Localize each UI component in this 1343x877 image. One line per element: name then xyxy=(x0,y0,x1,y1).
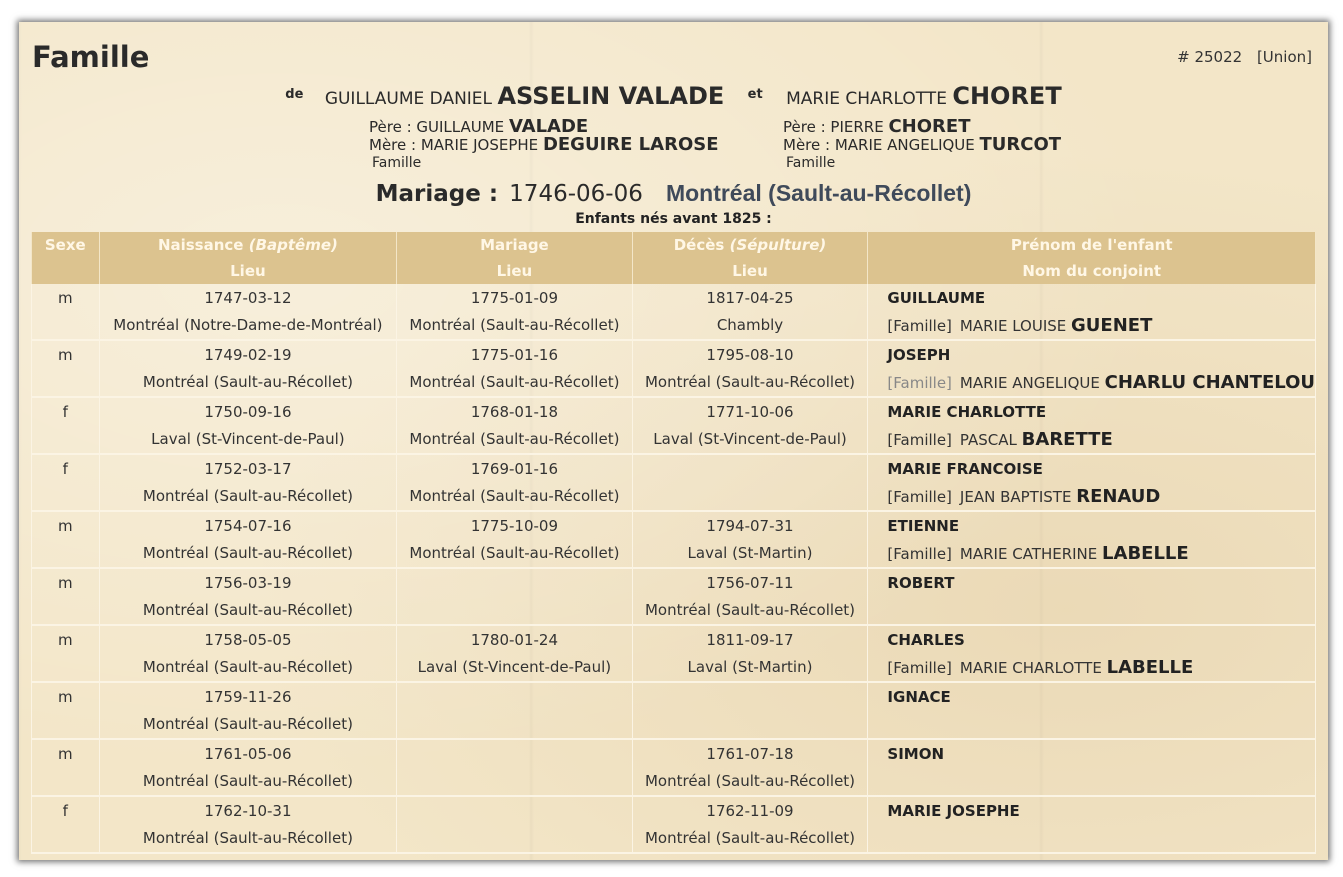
child-marriage-place: Laval (St-Vincent-de-Paul) xyxy=(397,653,632,682)
wife-surname[interactable]: CHORET xyxy=(952,82,1062,110)
marriage-line xyxy=(19,180,1328,207)
header-lieu-birth: Lieu xyxy=(99,258,397,284)
spouse-given[interactable]: JEAN BAPTISTE xyxy=(959,487,1072,506)
child-sex-blank xyxy=(32,596,100,625)
child-marriage-place xyxy=(397,710,632,739)
header-mariage: Mariage xyxy=(397,232,632,258)
page-title: Famille xyxy=(32,40,150,74)
child-sex-blank xyxy=(32,311,100,340)
child-spouse xyxy=(868,425,1316,454)
table-row-detail xyxy=(32,311,1316,340)
table-row xyxy=(32,796,1316,824)
header-bapteme-text: (Baptême) xyxy=(248,236,338,254)
child-marriage-date: 1775-01-09 xyxy=(397,284,632,311)
table-row xyxy=(32,340,1316,368)
child-death-date: 1811-09-17 xyxy=(632,625,868,653)
table-row-detail xyxy=(32,539,1316,568)
child-death-date xyxy=(632,454,868,482)
child-sex: m xyxy=(32,568,100,596)
child-birth-place: Montréal (Sault-au-Récollet) xyxy=(99,368,397,397)
et-label: et xyxy=(747,87,763,102)
child-marriage-place: Montréal (Sault-au-Récollet) xyxy=(397,539,632,568)
header-lieu-death: Lieu xyxy=(632,258,868,284)
child-death-date: 1771-10-06 xyxy=(632,397,868,425)
father-given: PIERRE xyxy=(830,118,884,136)
wife-mother[interactable] xyxy=(783,136,1061,154)
table-row xyxy=(32,397,1316,425)
child-birth-date: 1752-03-17 xyxy=(99,454,397,482)
table-row-detail xyxy=(32,596,1316,625)
child-birth-date: 1758-05-05 xyxy=(99,625,397,653)
child-birth-place: Montréal (Sault-au-Récollet) xyxy=(99,824,397,853)
child-sex-blank xyxy=(32,425,100,454)
child-death-place xyxy=(632,482,868,511)
child-marriage-place xyxy=(397,596,632,625)
header-blank xyxy=(32,258,100,284)
child-birth-date: 1747-03-12 xyxy=(99,284,397,311)
mother-label: Mère : xyxy=(783,136,835,154)
children-table-body xyxy=(32,284,1316,853)
father-label: Père : xyxy=(369,118,417,136)
spouse-given[interactable]: MARIE CATHERINE xyxy=(959,544,1098,563)
child-marriage-date: 1768-01-18 xyxy=(397,397,632,425)
child-name[interactable]: MARIE CHARLOTTE xyxy=(868,397,1316,425)
mother-given: MARIE ANGELIQUE xyxy=(834,136,975,154)
child-name[interactable]: SIMON xyxy=(868,739,1316,767)
header-naissance-text: Naissance xyxy=(157,236,244,254)
child-name[interactable]: JOSEPH xyxy=(868,340,1316,368)
spouse-surname[interactable]: CHARLU CHANTELOU xyxy=(1104,371,1315,393)
marriage-date: 1746-06-06 xyxy=(509,181,643,207)
spouse-surname[interactable]: RENAUD xyxy=(1076,485,1161,507)
child-spouse xyxy=(868,539,1316,568)
table-row xyxy=(32,284,1316,311)
child-marriage-place xyxy=(397,767,632,796)
child-sex-blank xyxy=(32,653,100,682)
child-marriage-date: 1775-10-09 xyxy=(397,511,632,539)
wife-given[interactable]: MARIE CHARLOTTE xyxy=(786,89,947,109)
child-marriage-place: Montréal (Sault-au-Récollet) xyxy=(397,368,632,397)
mother-surname: DEGUIRE LAROSE xyxy=(542,134,719,155)
child-sex: m xyxy=(32,284,100,311)
table-row-detail xyxy=(32,767,1316,796)
table-row-detail xyxy=(32,482,1316,511)
child-birth-place: Montréal (Sault-au-Récollet) xyxy=(99,710,397,739)
child-marriage-date xyxy=(397,682,632,710)
child-death-date: 1756-07-11 xyxy=(632,568,868,596)
child-sex-blank xyxy=(32,767,100,796)
child-sex-blank xyxy=(32,710,100,739)
child-spouse xyxy=(868,824,1316,853)
table-row xyxy=(32,682,1316,710)
child-death-place: Chambly xyxy=(632,311,868,340)
husband-mother[interactable] xyxy=(369,136,719,154)
spouse-given[interactable]: MARIE LOUISE xyxy=(959,316,1067,335)
table-row xyxy=(32,739,1316,767)
child-birth-place: Montréal (Sault-au-Récollet) xyxy=(99,596,397,625)
child-birth-date: 1754-07-16 xyxy=(99,511,397,539)
marriage-label: Mariage : xyxy=(375,181,499,207)
union-link[interactable]: [Union] xyxy=(1256,48,1312,66)
child-death-place: Montréal (Sault-au-Récollet) xyxy=(632,767,868,796)
child-birth-date: 1762-10-31 xyxy=(99,796,397,824)
header-sepulture-text: (Sépulture) xyxy=(729,236,827,254)
child-marriage-place: Montréal (Sault-au-Récollet) xyxy=(397,425,632,454)
header-naissance xyxy=(99,232,397,258)
famille-link[interactable]: [Famille] xyxy=(887,316,952,335)
husband-parents xyxy=(369,118,719,172)
child-spouse xyxy=(868,596,1316,625)
child-name[interactable]: GUILLAUME xyxy=(868,284,1316,311)
famille-link[interactable]: [Famille] xyxy=(887,487,952,506)
child-name[interactable]: ETIENNE xyxy=(868,511,1316,539)
spouse-surname[interactable]: BARETTE xyxy=(1021,428,1113,450)
header-conjoint: Nom du conjoint xyxy=(868,258,1316,284)
spouse-surname[interactable]: LABELLE xyxy=(1102,542,1189,564)
child-marriage-date xyxy=(397,796,632,824)
child-death-place: Laval (St-Martin) xyxy=(632,653,868,682)
child-spouse xyxy=(868,368,1316,397)
child-birth-place: Montréal (Notre-Dame-de-Montréal) xyxy=(99,311,397,340)
child-death-date: 1794-07-31 xyxy=(632,511,868,539)
child-birth-place: Montréal (Sault-au-Récollet) xyxy=(99,653,397,682)
child-marriage-place: Montréal (Sault-au-Récollet) xyxy=(397,482,632,511)
header-prenom: Prénom de l'enfant xyxy=(868,232,1316,258)
father-label: Père : xyxy=(783,118,831,136)
wife-parents-famille-link[interactable]: Famille xyxy=(786,155,836,171)
table-row-detail xyxy=(32,368,1316,397)
child-death-place: Laval (St-Vincent-de-Paul) xyxy=(632,425,868,454)
father-surname: CHORET xyxy=(888,116,971,137)
child-birth-place: Montréal (Sault-au-Récollet) xyxy=(99,482,397,511)
child-sex: f xyxy=(32,397,100,425)
children-heading: Enfants nés avant 1825 : xyxy=(575,211,772,227)
child-death-date: 1795-08-10 xyxy=(632,340,868,368)
child-birth-place: Montréal (Sault-au-Récollet) xyxy=(99,767,397,796)
child-sex-blank xyxy=(32,539,100,568)
child-death-place: Laval (St-Martin) xyxy=(632,539,868,568)
father-given: GUILLAUME xyxy=(416,118,505,136)
husband-surname[interactable]: ASSELIN VALADE xyxy=(497,82,725,110)
table-row xyxy=(32,568,1316,596)
couple-line xyxy=(19,82,1328,110)
famille-link[interactable]: [Famille] xyxy=(887,544,952,563)
child-marriage-date xyxy=(397,568,632,596)
mother-given: MARIE JOSEPHE xyxy=(420,136,539,154)
husband-parents-famille-link[interactable]: Famille xyxy=(372,155,422,171)
child-marriage-place: Montréal (Sault-au-Récollet) xyxy=(397,311,632,340)
table-row xyxy=(32,625,1316,653)
child-death-place: Montréal (Sault-au-Récollet) xyxy=(632,368,868,397)
child-name[interactable]: IGNACE xyxy=(868,682,1316,710)
child-marriage-date: 1775-01-16 xyxy=(397,340,632,368)
header-deces-text: Décès xyxy=(673,236,725,254)
table-row-detail xyxy=(32,653,1316,682)
child-birth-place: Laval (St-Vincent-de-Paul) xyxy=(99,425,397,454)
child-sex-blank xyxy=(32,368,100,397)
header-deces xyxy=(632,232,868,258)
child-sex: m xyxy=(32,682,100,710)
child-birth-date: 1756-03-19 xyxy=(99,568,397,596)
child-death-date: 1762-11-09 xyxy=(632,796,868,824)
table-row xyxy=(32,454,1316,482)
children-table xyxy=(31,232,1316,854)
child-sex: m xyxy=(32,625,100,653)
child-birth-date: 1761-05-06 xyxy=(99,739,397,767)
famille-link[interactable]: [Famille] xyxy=(887,373,952,392)
spouse-surname[interactable]: LABELLE xyxy=(1106,656,1194,678)
child-sex: f xyxy=(32,796,100,824)
spouse-given[interactable]: MARIE CHARLOTTE xyxy=(959,658,1102,677)
child-spouse xyxy=(868,482,1316,511)
child-spouse xyxy=(868,311,1316,340)
spouse-given[interactable]: PASCAL xyxy=(959,430,1017,449)
child-name[interactable]: MARIE JOSEPHE xyxy=(868,796,1316,824)
child-birth-date: 1759-11-26 xyxy=(99,682,397,710)
marriage-place: Montréal (Sault-au-Récollet) xyxy=(665,180,972,206)
husband-given[interactable]: GUILLAUME DANIEL xyxy=(324,89,493,109)
famille-link[interactable]: [Famille] xyxy=(887,658,952,677)
record-number: # 25022 xyxy=(1177,48,1243,66)
child-marriage-date: 1780-01-24 xyxy=(397,625,632,653)
child-birth-place: Montréal (Sault-au-Récollet) xyxy=(99,539,397,568)
child-death-place: Montréal (Sault-au-Récollet) xyxy=(632,596,868,625)
header-lieu-marriage: Lieu xyxy=(397,258,632,284)
wife-parents xyxy=(783,118,1061,172)
child-death-date xyxy=(632,682,868,710)
child-birth-date: 1750-09-16 xyxy=(99,397,397,425)
child-sex: f xyxy=(32,454,100,482)
record-info xyxy=(1177,48,1312,66)
mother-surname: TURCOT xyxy=(979,134,1062,155)
child-sex: m xyxy=(32,739,100,767)
table-row-detail xyxy=(32,425,1316,454)
child-death-place: Montréal (Sault-au-Récollet) xyxy=(632,824,868,853)
spouse-given[interactable]: MARIE ANGELIQUE xyxy=(959,373,1100,392)
child-sex-blank xyxy=(32,824,100,853)
table-row xyxy=(32,511,1316,539)
mother-label: Mère : xyxy=(369,136,421,154)
table-row-detail xyxy=(32,710,1316,739)
child-death-date: 1817-04-25 xyxy=(632,284,868,311)
famille-link[interactable]: [Famille] xyxy=(887,430,952,449)
child-birth-date: 1749-02-19 xyxy=(99,340,397,368)
child-death-place xyxy=(632,710,868,739)
child-death-date: 1761-07-18 xyxy=(632,739,868,767)
child-spouse xyxy=(868,767,1316,796)
spouse-surname[interactable]: GUENET xyxy=(1071,314,1153,336)
child-sex-blank xyxy=(32,482,100,511)
child-sex: m xyxy=(32,511,100,539)
child-spouse xyxy=(868,653,1316,682)
child-sex: m xyxy=(32,340,100,368)
table-row-detail xyxy=(32,824,1316,853)
child-marriage-date xyxy=(397,739,632,767)
father-surname: VALADE xyxy=(508,116,589,137)
child-name[interactable]: MARIE FRANCOISE xyxy=(868,454,1316,482)
de-label: de xyxy=(285,87,304,102)
header-sexe: Sexe xyxy=(32,232,100,258)
child-marriage-date: 1769-01-16 xyxy=(397,454,632,482)
family-sheet xyxy=(19,22,1328,860)
child-name[interactable]: ROBERT xyxy=(868,568,1316,596)
child-spouse xyxy=(868,710,1316,739)
child-name[interactable]: CHARLES xyxy=(868,625,1316,653)
child-marriage-place xyxy=(397,824,632,853)
